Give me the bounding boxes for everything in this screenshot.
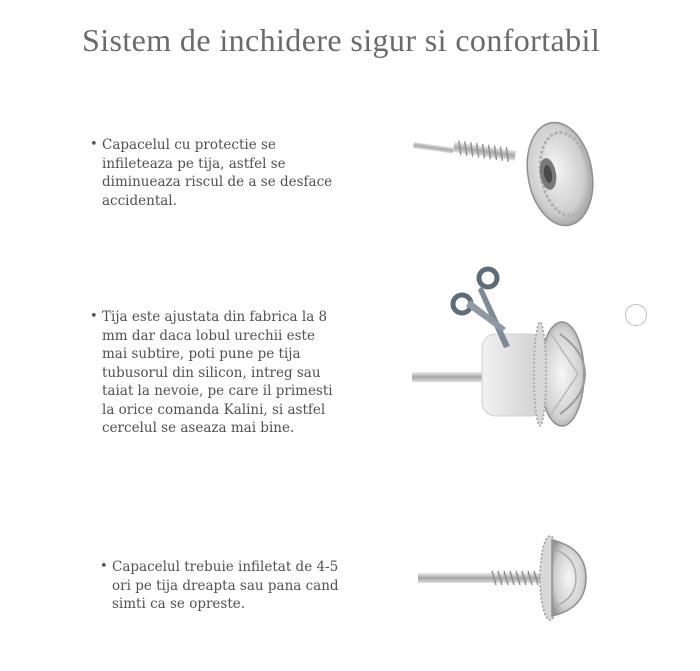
feature-text: Tija este ajustata din fabrica la 8 mm dar daca lobul urechii este mai subtire, poti pune pe tija tubusorul din silicon, intreg sau taiat la nevoie, pe care il primesti la orice comanda Kalini, si astfel cercelul se aseaza mai bine. (102, 309, 333, 436)
scissors-icon (453, 269, 510, 348)
feature-item-screw-cap (90, 136, 372, 210)
threaded-post-illustration (414, 528, 604, 628)
feature-text: Capacelul trebuie infiletat de 4-5 ori pe tija dreapta sau pana cand simti ca se opreste. (112, 559, 339, 612)
feature-item-threading (100, 558, 372, 614)
silicone-tube-illustration (410, 262, 610, 432)
bullet: • (90, 137, 98, 152)
feature-item-silicone-tube (90, 308, 357, 438)
screw-back-icon (410, 112, 610, 232)
radio-circle-icon[interactable] (625, 304, 647, 326)
page-title: Sistem de inchidere sigur si confortabil (82, 22, 601, 58)
bullet: • (90, 309, 98, 324)
feature-text: Capacelul cu protectie se infileteaza pe tija, astfel se diminueaza riscul de a se desface accidental. (102, 137, 333, 209)
bullet: • (100, 559, 108, 574)
